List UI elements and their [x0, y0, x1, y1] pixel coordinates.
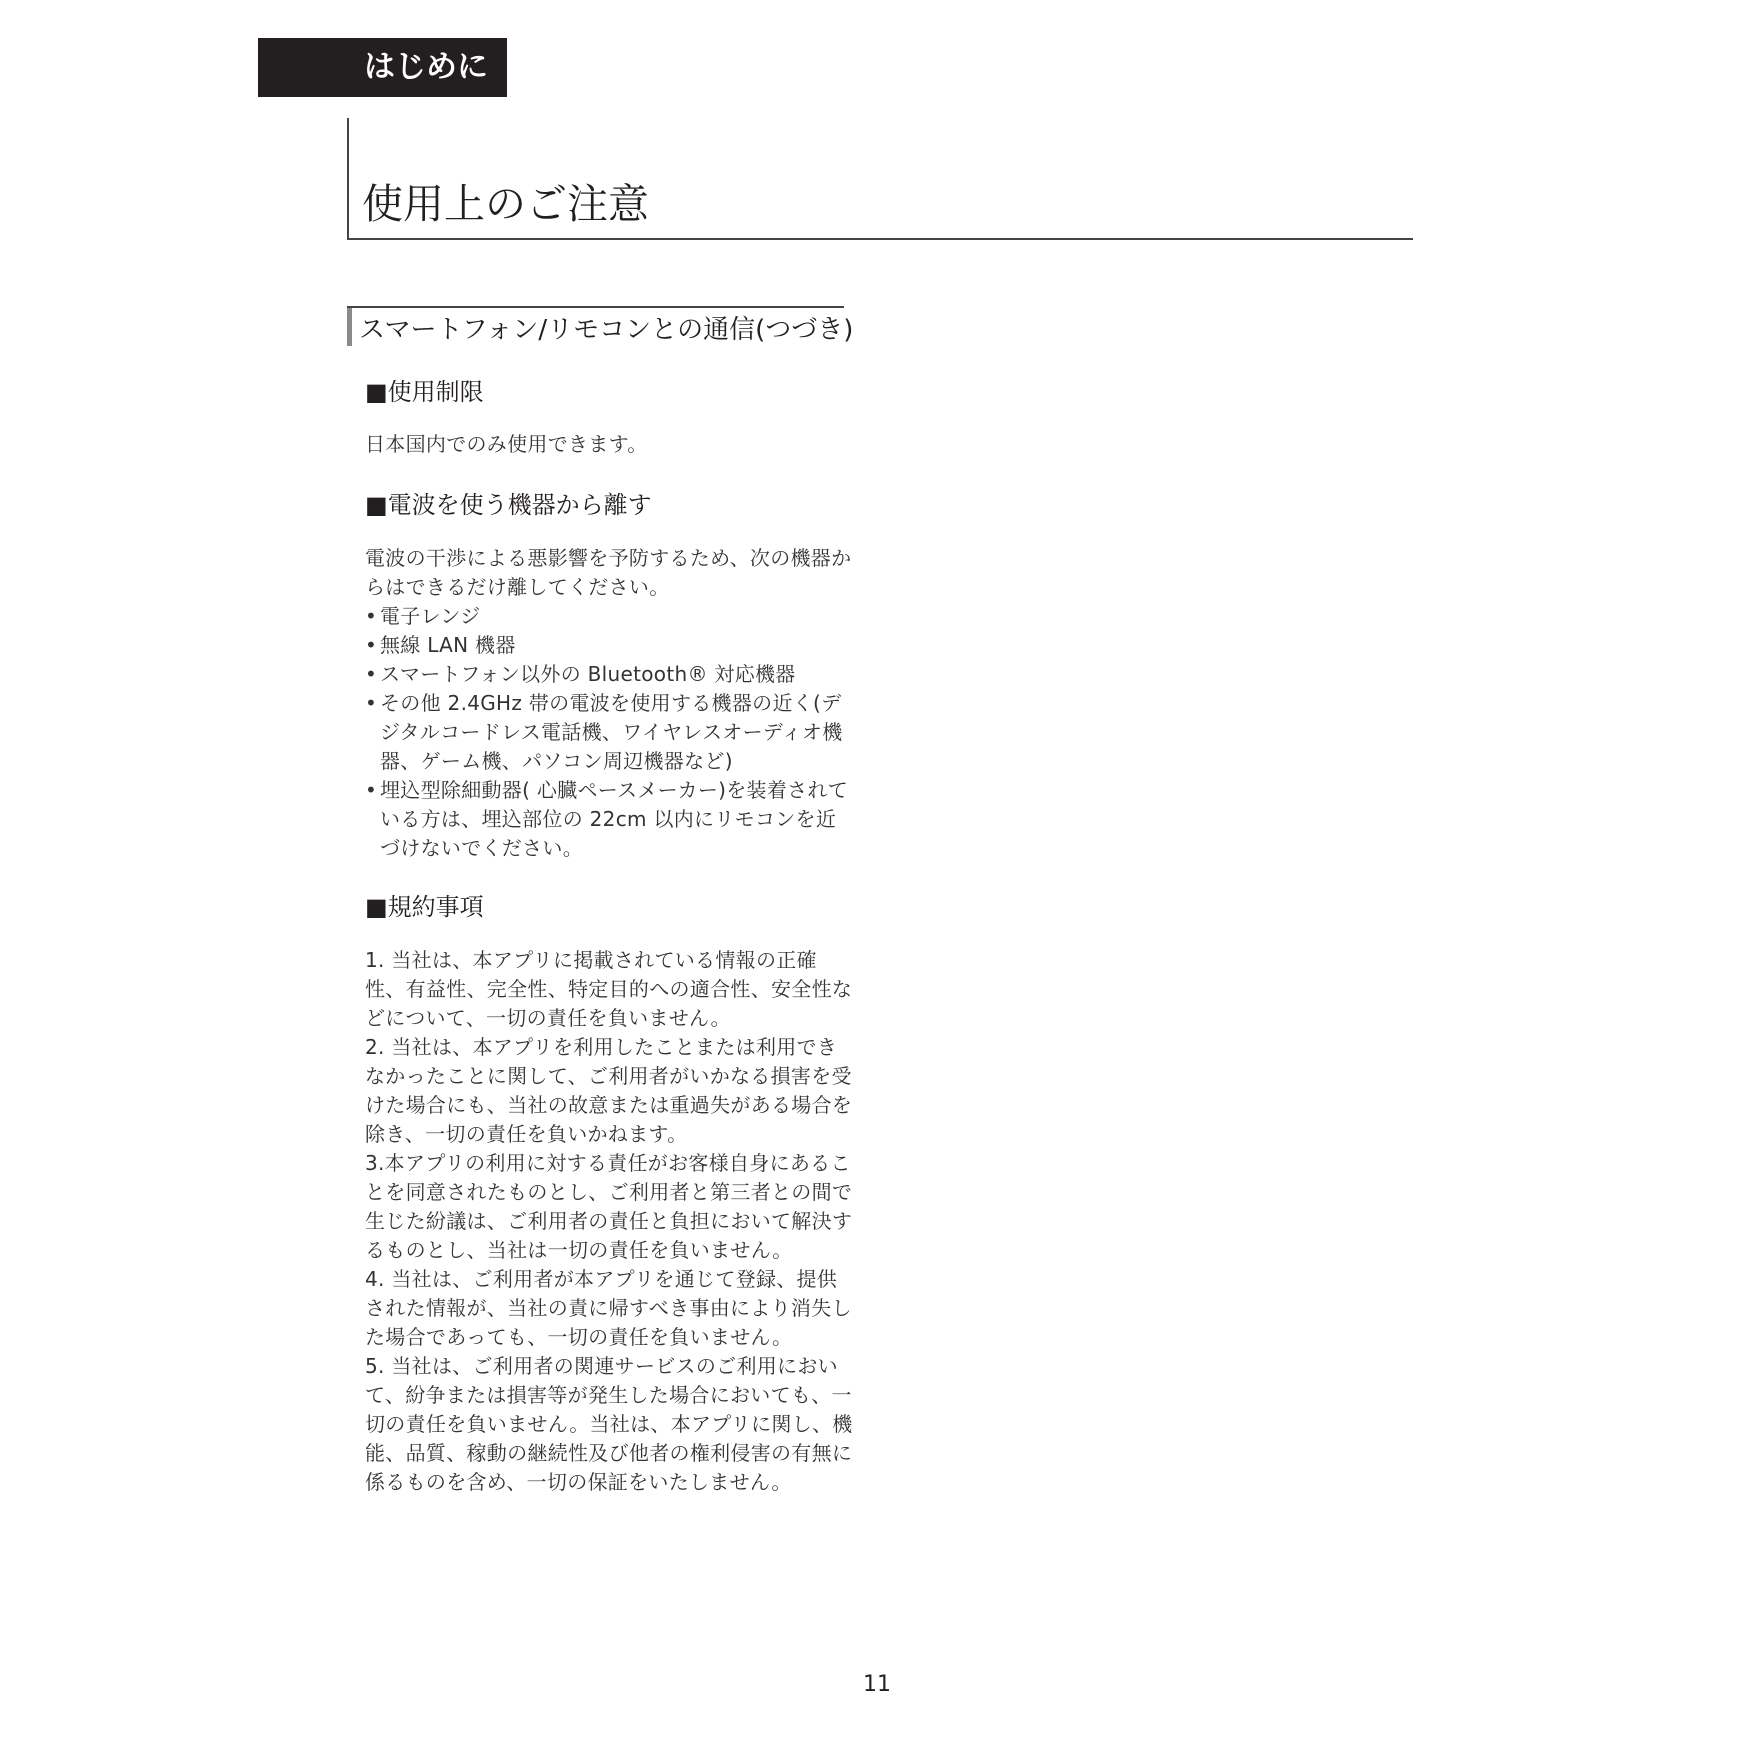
list-item: • その他 2.4GHz 帯の電波を使用する機器の近く(デジタルコードレス電話機、ワイヤレスオーディオ機器、ゲーム機、パソコン周辺機器など) — [365, 689, 855, 776]
terms-item: 1. 当社は、本アプリに掲載されている情報の正確性、有益性、完全性、特定目的への適合性、安全性などについて、一切の責任を負いません。 — [365, 948, 853, 1030]
usage-limits-block — [365, 376, 855, 459]
section-rule-left — [347, 308, 352, 346]
usage-limits-heading: ■使用制限 — [365, 378, 484, 406]
terms-item: 4. 当社は、ご利用者が本アプリを通じて登録、提供された情報が、当社の責に帰すべき事由により消失した場合であっても、一切の責任を負いません。 — [365, 1267, 852, 1349]
chapter-label: はじめに — [364, 49, 488, 85]
usage-limits-text: 日本国内でのみ使用できます。 — [365, 432, 648, 456]
terms-item: 5. 当社は、ご利用者の関連サービスのご利用において、紛争または損害等が発生した場合においても、一切の責任を負いません。当社は、本アプリに関し、機能、品質、稼動の継続性及び他者の権利侵害の有無に係るものを含め、一切の保証をいたしません。 — [365, 1354, 853, 1494]
section-rule-top — [347, 306, 844, 308]
page-title: 使用上のご注意 — [362, 180, 649, 228]
list-item: • スマートフォン以外の Bluetooth® 対応機器 — [365, 660, 855, 689]
list-item: • 電子レンジ — [365, 602, 855, 631]
terms-item: 3.本アプリの利用に対する責任がお客様自身にあることを同意されたものとし、ご利用者と第三者との間で生じた紛議は、ご利用者の責任と負担において解決するものとし、当社は一切の責任を負いません。 — [365, 1151, 853, 1262]
list-item: • 無線 LAN 機器 — [365, 631, 855, 660]
terms-list — [365, 946, 855, 1497]
radio-devices-intro: 電波の干渉による悪影響を予防するため、次の機器からはできるだけ離してください。 — [365, 546, 852, 599]
title-rule-vertical — [347, 118, 349, 239]
title-rule-horizontal — [347, 238, 1413, 240]
radio-devices-list — [365, 602, 855, 863]
terms-body — [365, 946, 855, 1497]
radio-devices-heading: ■電波を使う機器から離す — [365, 491, 652, 519]
chapter-tab — [258, 38, 507, 97]
list-item: • 埋込型除細動器( 心臓ペースメーカー)を装着されている方は、埋込部位の 22cm 以内にリモコンを近づけないでください。 — [365, 776, 855, 863]
section-heading: スマートフォン/リモコンとの通信(つづき) — [359, 315, 854, 345]
radio-devices-block — [365, 489, 855, 863]
radio-devices-body — [365, 544, 855, 863]
page-number: 11 — [863, 1672, 891, 1697]
terms-item: 2. 当社は、本アプリを利用したことまたは利用できなかったことに関して、ご利用者がいかなる損害を受けた場合にも、当社の故意または重過失がある場合を除き、一切の責任を負いかねます。 — [365, 1035, 853, 1146]
terms-block — [365, 891, 855, 1497]
terms-heading: ■規約事項 — [365, 893, 484, 921]
